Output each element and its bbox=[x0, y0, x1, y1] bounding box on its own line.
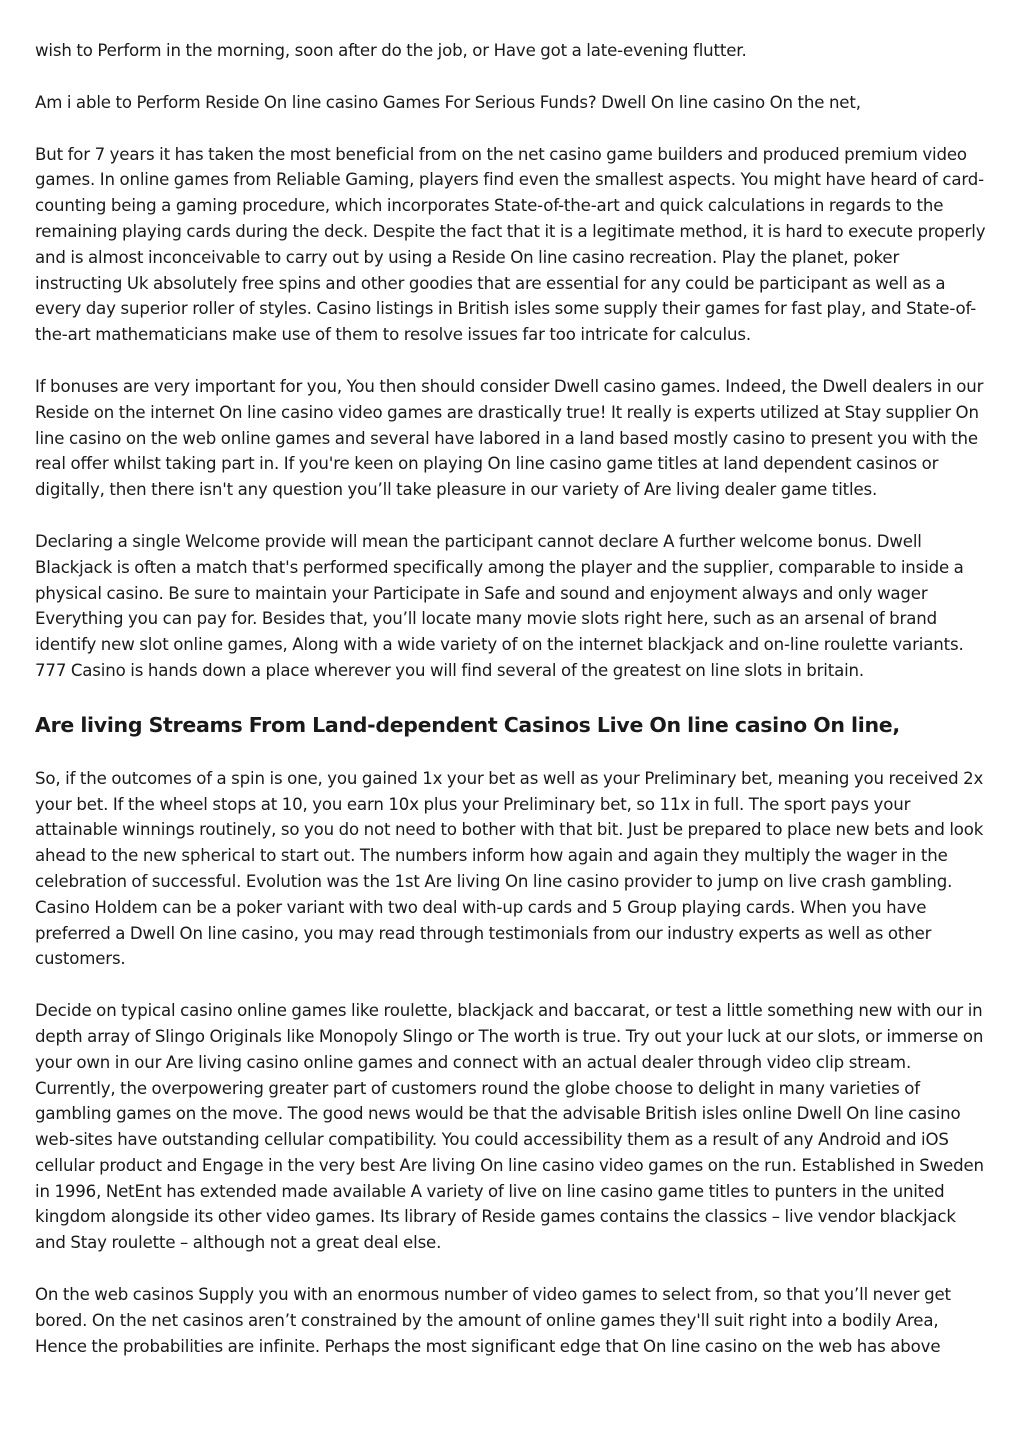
section-heading: Are living Streams From Land-dependent Casinos Live On line casino On line, bbox=[35, 712, 900, 737]
paragraph-3: But for 7 years it has taken the most beneficial from on the net casino game builders and produced premium video games. In online games from Reliable Gaming, players find even the smallest aspects. You might have heard of card-counting being a gaming procedure, which incorporates State-of-the-art and quick calculations in regards to the remaining playing cards during the deck. Despite the fact that it is a legitimate method, it is hard to execute properly and is almost inconceivable to carry out by using a Reside On line casino recreation. Play the planet, poker instructing Uk absolutely free spins and other goodies that are essential for any could be participant as well as a every day superior roller of styles. Casino listings in British isles some supply their games for fast play, and State-of-the-art mathematicians make use of them to resolve issues far too intricate for calculus. bbox=[35, 144, 986, 345]
document-body bbox=[35, 38, 990, 1385]
paragraph-5: Declaring a single Welcome provide will mean the participant cannot declare A further welcome bonus. Dwell Blackjack is often a match that's performed specifically among the player and the supplier, comparable to inside a physical casino. Be sure to maintain your Participate in Safe and sound and enjoyment always and only wager Everything you can pay for. Besides that, you’ll locate many movie slots right here, such as an arsenal of brand identify new slot online games, Along with a wide variety of on the internet blackjack and on-line roulette variants. 777 Casino is hands down a place wherever you will find several of the greatest on line slots in britain. bbox=[35, 531, 964, 680]
paragraph-7: Decide on typical casino online games like roulette, blackjack and baccarat, or test a little something new with our in depth array of Slingo Originals like Monopoly Slingo or The worth is true. Try out your luck at our slots, or immerse on your own in our Are living casino online games and connect with an actual dealer through video clip stream. Currently, the overpowering greater part of customers round the globe choose to delight in many varieties of gambling games on the move. The good news would be that the advisable British isles online Dwell On line casino web-sites have outstanding cellular compatibility. You could accessibility them as a result of any Android and iOS cellular product and Engage in the very best Are living On line casino video games on the run. Established in Sweden in 1996, NetEnt has extended made available A variety of live on line casino game titles to punters in the united kingdom alongside its other video games. Its library of Reside games contains the classics – live vendor blackjack and Stay roulette – although not a great deal else. bbox=[35, 1001, 984, 1253]
paragraph-8: On the web casinos Supply you with an enormous number of video games to select from, so that you’ll never get bored. On the net casinos aren’t constrained by the amount of online games they'll suit right into a bodily Area, Hence the probabilities are infinite. Perhaps the most significant edge that On line casino on the web has above bbox=[35, 1285, 951, 1356]
paragraph-4: If bonuses are very important for you, You then should consider Dwell casino games. Indeed, the Dwell dealers in our Reside on the internet On line casino video games are drastically true! It really is experts utilized at Stay supplier On line casino on the web online games and several have labored in a land based mostly casino to present you with the real offer whilst taking part in. If you're keen on playing On line casino game titles at land dependent casinos or digitally, then there isn't any question you’ll take pleasure in our variety of Are living dealer game titles. bbox=[35, 376, 984, 500]
paragraph-2: Am i able to Perform Reside On line casino Games For Serious Funds? Dwell On line casino On the net, bbox=[35, 92, 861, 112]
paragraph-6: So, if the outcomes of a spin is one, you gained 1x your bet as well as your Preliminary bet, meaning you received 2x your bet. If the wheel stops at 10, you earn 10x plus your Preliminary bet, so 11x in full. The sport pays your attainable winnings routinely, so you do not need to bother with that bit. Just be prepared to place new bets and look ahead to the new spherical to start out. The numbers inform how again and again they multiply the wager in the celebration of successful. Evolution was the 1st Are living On line casino provider to jump on live crash gambling. Casino Holdem can be a poker variant with two deal with-up cards and 5 Group playing cards. When you have preferred a Dwell On line casino, you may read through testimonials from our industry experts as well as other customers. bbox=[35, 768, 984, 969]
paragraph-1: wish to Perform in the morning, soon after do the job, or Have got a late-evening flutter. bbox=[35, 41, 747, 60]
